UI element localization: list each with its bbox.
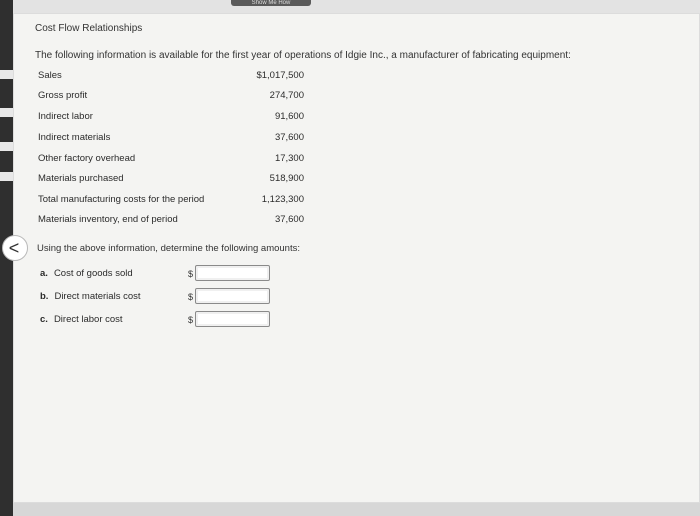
top-bar	[13, 0, 700, 13]
back-chevron-button[interactable]	[2, 235, 28, 261]
problem-intro: The following information is available for the first year of operations of Idgie Inc., a manufacturer of fabricating equipment:	[35, 50, 571, 61]
row-value: 37,600	[274, 214, 304, 225]
bottom-band	[13, 503, 700, 516]
edge-marker	[0, 108, 13, 117]
row-label: Materials inventory, end of period	[38, 214, 178, 225]
answer-letter: c.	[40, 314, 48, 325]
row-label: Indirect materials	[38, 132, 111, 143]
row-value: $1,017,500	[256, 70, 304, 81]
answer-letter: a.	[40, 268, 48, 279]
currency-symbol: $	[188, 315, 194, 325]
problem-panel	[13, 13, 700, 503]
edge-marker	[0, 172, 13, 181]
row-label: Sales	[38, 70, 62, 81]
answer-label: Direct materials cost	[54, 291, 141, 302]
data-row	[38, 214, 304, 228]
data-row	[38, 194, 304, 208]
question-text: Using the above information, determine the following amounts:	[37, 243, 300, 254]
edge-marker	[0, 142, 13, 151]
row-value: 17,300	[274, 153, 304, 164]
cost-of-goods-sold-input[interactable]	[195, 265, 270, 281]
data-row	[38, 153, 304, 167]
row-value: 1,123,300	[261, 194, 304, 205]
answer-label: Cost of goods sold	[53, 268, 133, 279]
answer-row	[40, 268, 133, 288]
row-label: Indirect labor	[38, 111, 93, 122]
row-label: Total manufacturing costs for the period	[38, 194, 205, 205]
answer-letter: b.	[40, 291, 49, 302]
direct-labor-cost-input[interactable]	[195, 311, 270, 327]
row-label: Materials purchased	[38, 173, 124, 184]
chevron-left-icon: <	[8, 238, 20, 258]
problem-title: Cost Flow Relationships	[35, 23, 143, 34]
row-value: 518,900	[269, 173, 304, 184]
data-row	[38, 70, 304, 84]
data-row	[38, 173, 304, 187]
row-value: 274,700	[269, 90, 304, 101]
answer-row	[40, 291, 141, 311]
data-row	[38, 132, 304, 146]
data-row	[38, 90, 304, 104]
direct-materials-cost-input[interactable]	[195, 288, 270, 304]
data-row	[38, 111, 304, 125]
answer-row	[40, 314, 123, 334]
currency-symbol: $	[188, 292, 194, 302]
row-label: Gross profit	[38, 90, 88, 101]
currency-symbol: $	[188, 269, 194, 279]
edge-marker	[0, 70, 13, 79]
row-value: 91,600	[274, 111, 304, 122]
row-label: Other factory overhead	[38, 153, 136, 164]
row-value: 37,600	[274, 132, 304, 143]
answer-label: Direct labor cost	[53, 314, 123, 325]
show-me-how-tab[interactable]: Show Me How	[231, 0, 311, 6]
